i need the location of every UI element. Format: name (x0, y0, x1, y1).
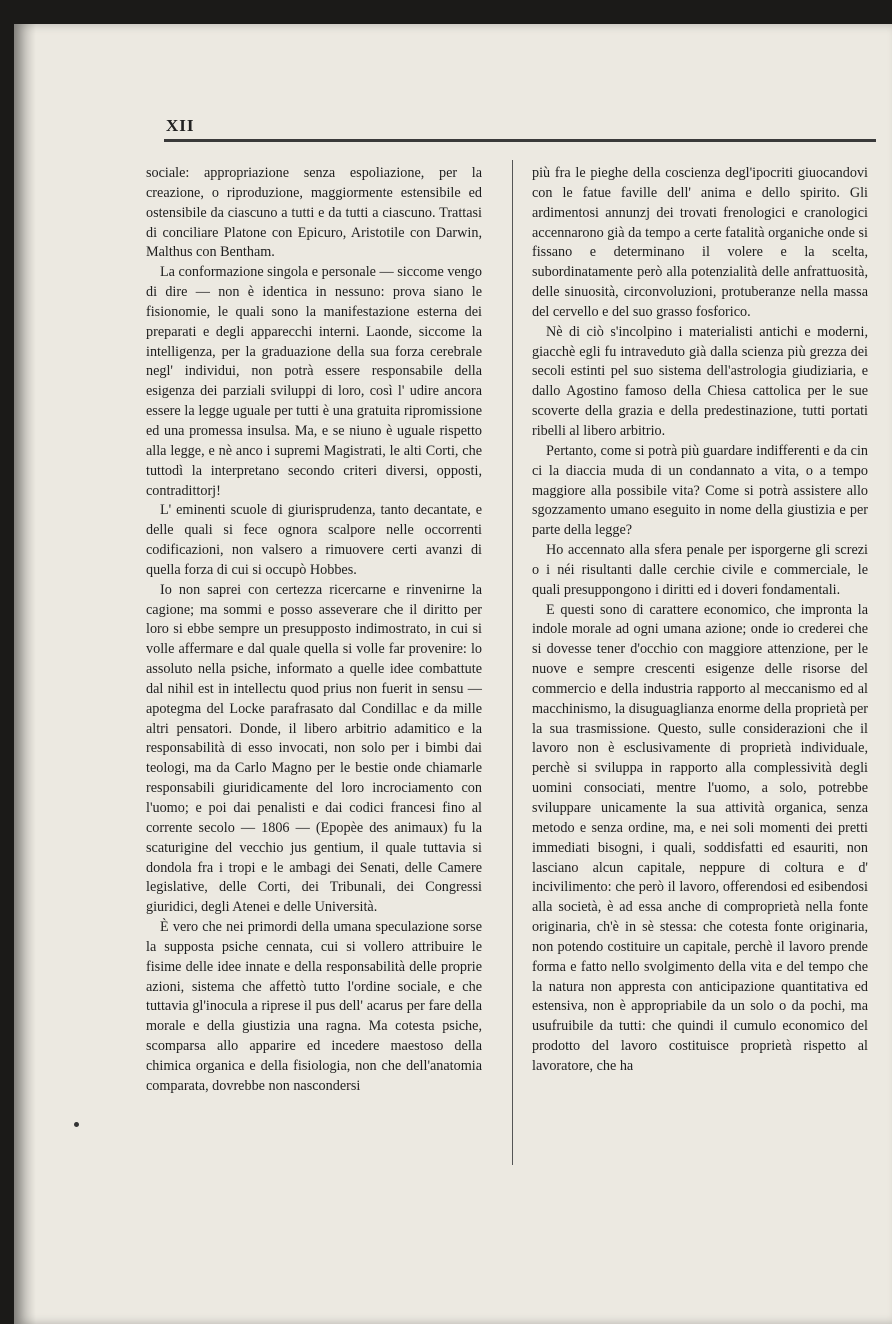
left-column (146, 164, 482, 1097)
paragraph: sociale: appropriazione senza espoliazione, per la creazione, o riproduzione, maggiormente estensibile ed ostensibile da ciascuno a tutti e da tutti a ciascuno. Trattasi di conciliare Platone con Epicuro, Aristotile con Darwin, Malthus con Bentham. (146, 165, 482, 261)
paragraph: Nè di ciò s'incolpino i materialisti antichi e moderni, giacchè egli fu intraveduto già dalla scienza più grezza dei secoli estinti pel suo sistema dell'astrologia giudiziaria, e dallo Agostino famoso della Chiesa cattolica per le sue scoverte della grazia e della predestinazione, tutti portati ribelli al libero arbitrio. (532, 323, 868, 439)
page-number: XII (166, 116, 195, 135)
paragraph: Pertanto, come si potrà più guardare indifferenti e da cin ci la diaccia muda di un condannato a vita, o a tempo maggiore alla possibile vita? Come si potrà assistere allo sgozzamento umano eseguito in nome della giustizia e per parte della legge? (532, 442, 868, 539)
paragraph: Ho accennato alla sfera penale per isporgerne gli screzi o i néi risultanti dalle cerchie civile e commerciale, le quali presuppongono i diritti ed i doveri fondamentali. (532, 542, 868, 598)
paragraph: Io non saprei con certezza ricercarne e rinvenirne la cagione; ma sommi e posso asseverare che il diritto per loro si ebbe sempre un presupposto indimostrato, in cui si volle affermare e dal quale quella si volle far provenire: lo assoluto nella psiche, informato a quelle idee combattute dal nihil est in intellectu quod prius non fuerit in sensu — apotegma del Locke parafrasato dal Condillac e da mille altri pensatori. Donde, il libero arbitrio adamitico e la responsabilità di esso invocati, non solo per i bimbi dai teologi, ma da Carlo Magno per le bestie onde chiamarle responsabili giuridicamente del loro incrociamento con l'uomo; e poi dai penalisti e dai codici francesi fino al corrente secolo — 1806 — (Epopèe des animaux) fu la scaturigine del vecchio jus gentium, il quale tuttavia si dondola fra i tropi e le ambagi dei Senati, delle Camere legislative, delle Corti, dei Tribunali, dei Congressi giuridici, degli Atenei e delle Università. (146, 581, 482, 916)
paragraph: più fra le pieghe della coscienza degl'ipocriti giuocandovi con le fatue faville dell' anima e dello spirito. Gli ardimentosi annunzj dei trovati frenologici e cranologici accennarono già da tempo a certe fatalità organiche onde si fissano e determinano il volere e la scelta, subordinatamente però alla potenzialità delle anfrattuosità, delle sinuosità, circonvoluzioni, protuberanze nella massa del cervello e del suo grasso fosforico. (532, 165, 868, 320)
paragraph: La conformazione singola e personale — siccome vengo di dire — non è identica in nessuno: prova siano le fisionomie, le quali sono la manifestazione esterna dei preparati e degli apparecchi interni. Laonde, siccome la intelligenza, per la graduazione della sua forza cerebrale negl' individui, non potrà essere responsabile della esigenza dei parziali sviluppi di loro, così l' udire ancora essere la legge uguale per tutti è una gratuita ripromissione ed una promessa insulsa. Ma, e se niuno è uguale rispetto alla legge, e nè anco i supremi Magistrati, le alti Corti, che tuttodì la interpretano secondo criteri diversi, opposti, contradittorj! (146, 264, 482, 499)
paragraph: L' eminenti scuole di giurisprudenza, tanto decantate, e delle quali si fece ognora scalpore nelle occorrenti codificazioni, non valsero a rimuovere certi avanzi di quella forza di cui si occupò Hobbes. (146, 502, 482, 578)
page-edge-shadow (14, 24, 36, 1324)
paragraph: È vero che nei primordi della umana speculazione sorse la supposta psiche cennata, cui si vollero attribuire le fisime delle idee innate e della responsabilità delle proprie azioni, sistema che affettò tutto l'ordine sociale, e che tuttavia gl'inocula a riprese il pus dell' acarus per fare della morale e della giustizia una ragna. Ma cotesta psiche, scomparsa allo apparire ed incedere maestoso della chimica organica e della fisiologia, non che dell'anatomia comparata, dovrebbe non nascondersi (146, 919, 482, 1094)
header-rule (164, 139, 876, 142)
book-page (14, 24, 892, 1324)
right-column (532, 164, 868, 1077)
margin-dot (74, 1122, 79, 1127)
column-divider (512, 160, 513, 1165)
paragraph: E questi sono di carattere economico, che impronta la indole morale ad ogni umana azione; onde io crederei che si dovesse tener d'occhio con maggiore attenzione, per le nuove e sempre crescenti esigenze delle risorse del commercio e della industria rapporto al meccanismo ed al macchinismo, la disuguaglianza enorme della proprietà per la sua trasmissione. Questo, sulle considerazioni che il lavoro non è esclusivamente di proprietà individuale, perchè si sviluppa in rapporto alla complessività degli uomini consociati, mentre l'uomo, a solo, potrebbe sviluppare unicamente la sua attività organica, senza metodo e senza ordine, ma, e nei soli momenti dei pretti immediati bisogni, i quali, soddisfatti ed esauriti, non lasciano alcun capitale, neppure di coltura e d' incivilimento: che però il lavoro, offerendosi ed esibendosi alla società, è ad essa anche di comproprietà nella fonte originaria, ch'è in sè stessa: che cotesta fonte originaria, non potendo costituire un capitale, perchè il lavoro prende forma e fatto nello svolgimento della vita e del tempo che la natura non appresta con anticipazione quantitativa ed estensiva, non è appropriabile da un solo o da pochi, ma usufruibile da tutti: che quindi il cumulo economico del prodotto del lavoro costituisce proprietà rispetto al lavoratore, che ha (532, 601, 868, 1074)
